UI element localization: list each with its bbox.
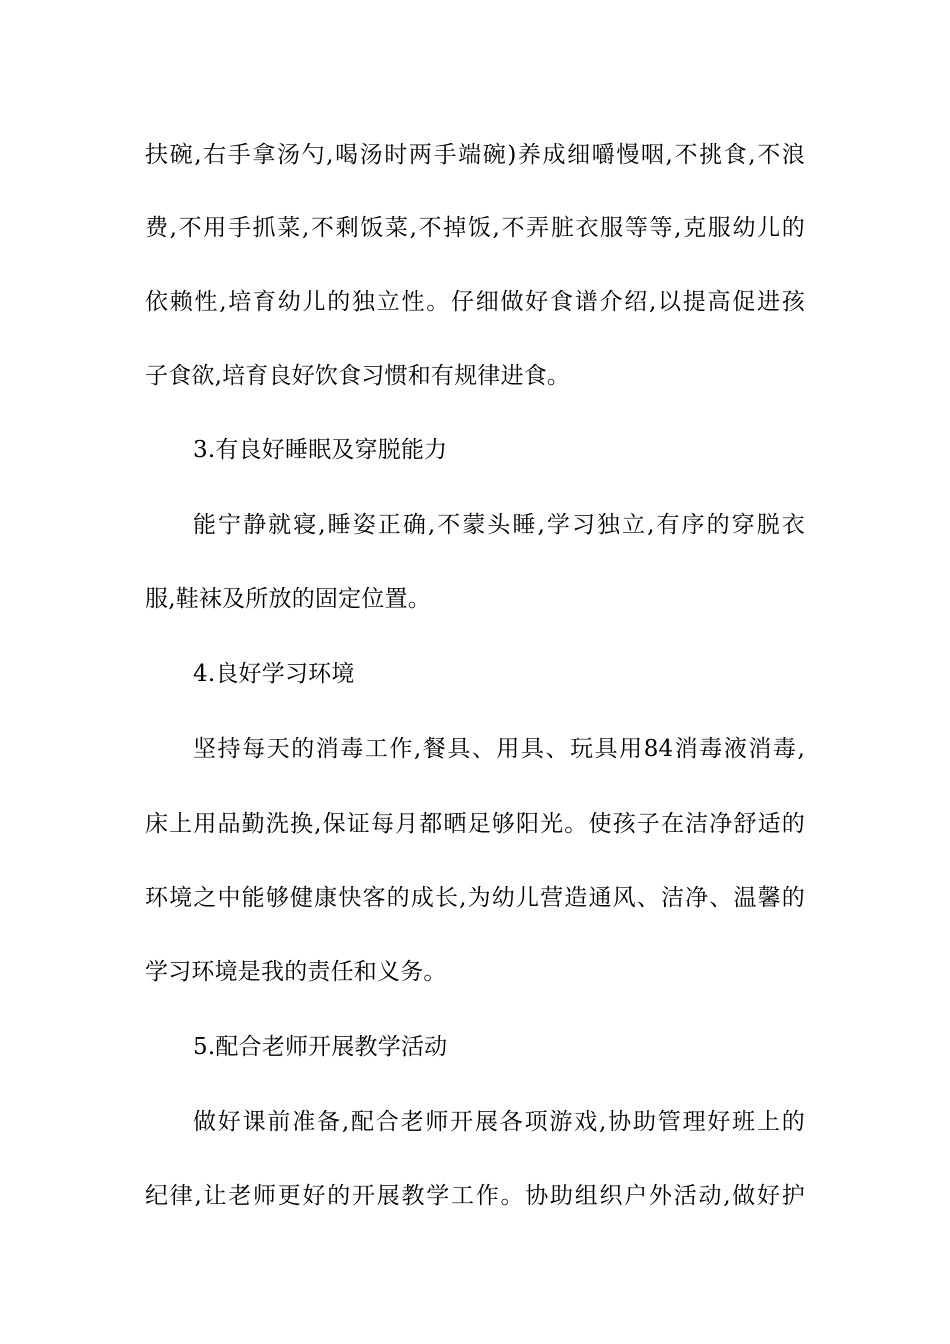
paragraph-line: 子食欲,培育良好饮食习惯和有规律进食。 bbox=[145, 363, 571, 389]
paragraph-line: 环境之中能够健康快客的成长,为幼儿营造通风、洁净、温馨的 bbox=[145, 885, 805, 911]
paragraph-line: 坚持每天的消毒工作,餐具、用具、玩具用84消毒液消毒, bbox=[193, 736, 805, 762]
section-heading-environment: 4.良好学习环境 bbox=[193, 661, 355, 687]
paragraph-line: 做好课前准备,配合老师开展各项游戏,协助管理好班上的 bbox=[193, 1109, 805, 1135]
paragraph-line: 依赖性,培育幼儿的独立性。仔细做好食谱介绍,以提高促进孩 bbox=[145, 289, 805, 315]
section-heading-teaching: 5.配合老师开展教学活动 bbox=[193, 1034, 448, 1060]
paragraph-line: 扶碗,右手拿汤勺,喝汤时两手端碗)养成细嚼慢咽,不挑食,不浪 bbox=[145, 142, 805, 168]
paragraph-line: 能宁静就寝,睡姿正确,不蒙头睡,学习独立,有序的穿脱衣 bbox=[193, 512, 805, 538]
paragraph-line: 费,不用手抓菜,不剩饭菜,不掉饭,不弄脏衣服等等,克服幼儿的 bbox=[145, 215, 805, 241]
paragraph-line: 服,鞋袜及所放的固定位置。 bbox=[145, 586, 431, 612]
paragraph-line: 纪律,让老师更好的开展教学工作。协助组织户外活动,做好护 bbox=[145, 1183, 805, 1209]
paragraph-line: 学习环境是我的责任和义务。 bbox=[145, 959, 447, 985]
paragraph-line: 床上用品勤洗换,保证每月都晒足够阳光。使孩子在洁净舒适的 bbox=[145, 811, 805, 837]
section-heading-sleep: 3.有良好睡眠及穿脱能力 bbox=[193, 437, 448, 463]
